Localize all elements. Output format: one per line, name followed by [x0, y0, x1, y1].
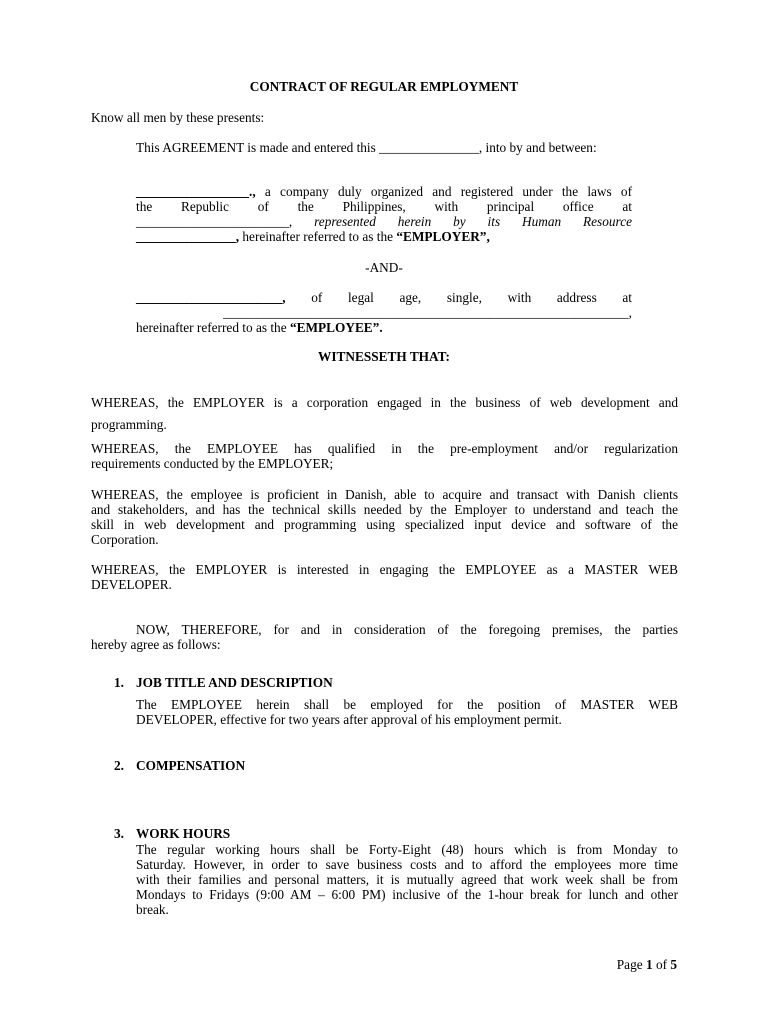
whereas-4-line-2: DEVELOPER.: [91, 577, 172, 592]
section-2-heading: COMPENSATION: [136, 758, 246, 773]
whereas-1-line-1: WHEREAS, the EMPLOYER is a corporation engaged in the business of web development and: [91, 395, 678, 410]
whereas-3: [91, 487, 678, 547]
employee-line-1: [136, 290, 632, 305]
section-3-line-3: with their families and personal matters, it is mutually agreed that work week shall be from: [136, 872, 678, 887]
section-3-line-4: Mondays to Fridays (9:00 AM – 6:00 PM) inclusive of the 1-hour break for lunch and other: [136, 887, 678, 902]
employer-name-blank: _________________: [136, 184, 250, 199]
employee-label: “EMPLOYEE”.: [289, 320, 383, 335]
employer-line-2: the Republic of the Philippines, with principal office at: [136, 199, 632, 214]
principal-office-blank: _______________________,: [136, 214, 293, 229]
employee-block: [136, 290, 632, 335]
employer-line-1-rest: a company duly organized and registered under the laws of: [255, 184, 632, 199]
whereas-4-line-1: WHEREAS, the EMPLOYER is interested in engaging the EMPLOYEE as a MASTER WEB: [91, 562, 678, 577]
page-label: Page: [616, 957, 643, 972]
employer-line-1: _________________., a company duly organized and registered under the laws of: [136, 184, 632, 199]
whereas-2-line-1: WHEREAS, the EMPLOYEE has qualified in the pre-employment and/or regularization: [91, 441, 678, 456]
whereas-4: [91, 562, 678, 592]
page-number: [617, 957, 677, 973]
section-3-line-1: The regular working hours shall be Forty-Eight (48) hours which is from Monday to: [136, 842, 678, 857]
represented-text: represented herein by its Human Resource: [314, 214, 632, 229]
employer-referred-text: hereinafter referred to as the: [242, 229, 393, 244]
intro-text: Know all men by these presents:: [91, 110, 265, 125]
now-therefore-line-1: [136, 622, 678, 637]
section-1-line-2: DEVELOPER, effective for two years after approval of his employment permit.: [136, 712, 562, 727]
section-3-body: [136, 842, 678, 917]
section-1-number: 1.: [114, 675, 124, 690]
employee-referred-text: hereinafter referred to as the: [136, 320, 287, 335]
of-label: of: [655, 957, 668, 972]
current-page: 1: [645, 957, 653, 972]
whereas-3-line-3: skill in web development and programming using specialized input device and software of the: [91, 517, 678, 532]
whereas-2-line-2: requirements conducted by the EMPLOYER;: [91, 456, 334, 471]
whereas-2: [91, 441, 678, 471]
section-3-number: 3.: [114, 826, 124, 841]
whereas-3-line-1: WHEREAS, the employee is proficient in Danish, able to acquire and transact with Danish clients: [91, 487, 678, 502]
document-title: CONTRACT OF REGULAR EMPLOYMENT: [249, 79, 519, 94]
witnesseth-heading: WITNESSETH THAT:: [318, 349, 450, 364]
now-therefore-text-1: NOW, THEREFORE, for and in consideration of the foregoing premises, the parties: [136, 622, 678, 637]
employer-block: [136, 184, 632, 244]
employee-name-blank: ______________________,: [136, 290, 286, 305]
whereas-3-line-2: and stakeholders, and has the technical skills needed by the Employer to understand and teach the: [91, 502, 678, 517]
section-1-heading: JOB TITLE AND DESCRIPTION: [136, 675, 333, 690]
employer-label: “EMPLOYER”,: [396, 229, 490, 244]
employee-address-blank: _____________________________________________________________,: [223, 305, 632, 320]
whereas-1: [91, 395, 678, 432]
whereas-1-line-2: programming.: [91, 417, 167, 432]
employee-line-1-text: of legal age, single, with address at: [311, 290, 633, 305]
representative-blank: _______________,: [136, 229, 240, 244]
section-3-line-5: break.: [136, 902, 169, 917]
now-therefore-line-2: hereby agree as follows:: [91, 637, 221, 652]
total-pages: 5: [670, 957, 677, 972]
section-2-number: 2.: [114, 758, 124, 773]
and-separator: -AND-: [365, 260, 403, 275]
employee-line-3: [136, 320, 632, 335]
agreement-line: This AGREEMENT is made and entered this _______________, into by and between:: [136, 140, 597, 155]
section-3-line-2: Saturday. However, in order to save business costs and to afford the employees more time: [136, 857, 678, 872]
section-3-heading: WORK HOURS: [136, 826, 231, 841]
employer-line-3: [136, 214, 632, 229]
whereas-3-line-4: Corporation.: [91, 532, 159, 547]
section-1-body: [136, 697, 678, 727]
section-1-line-1: The EMPLOYEE herein shall be employed for the position of MASTER WEB: [136, 697, 678, 712]
employer-line-4: [136, 229, 632, 244]
